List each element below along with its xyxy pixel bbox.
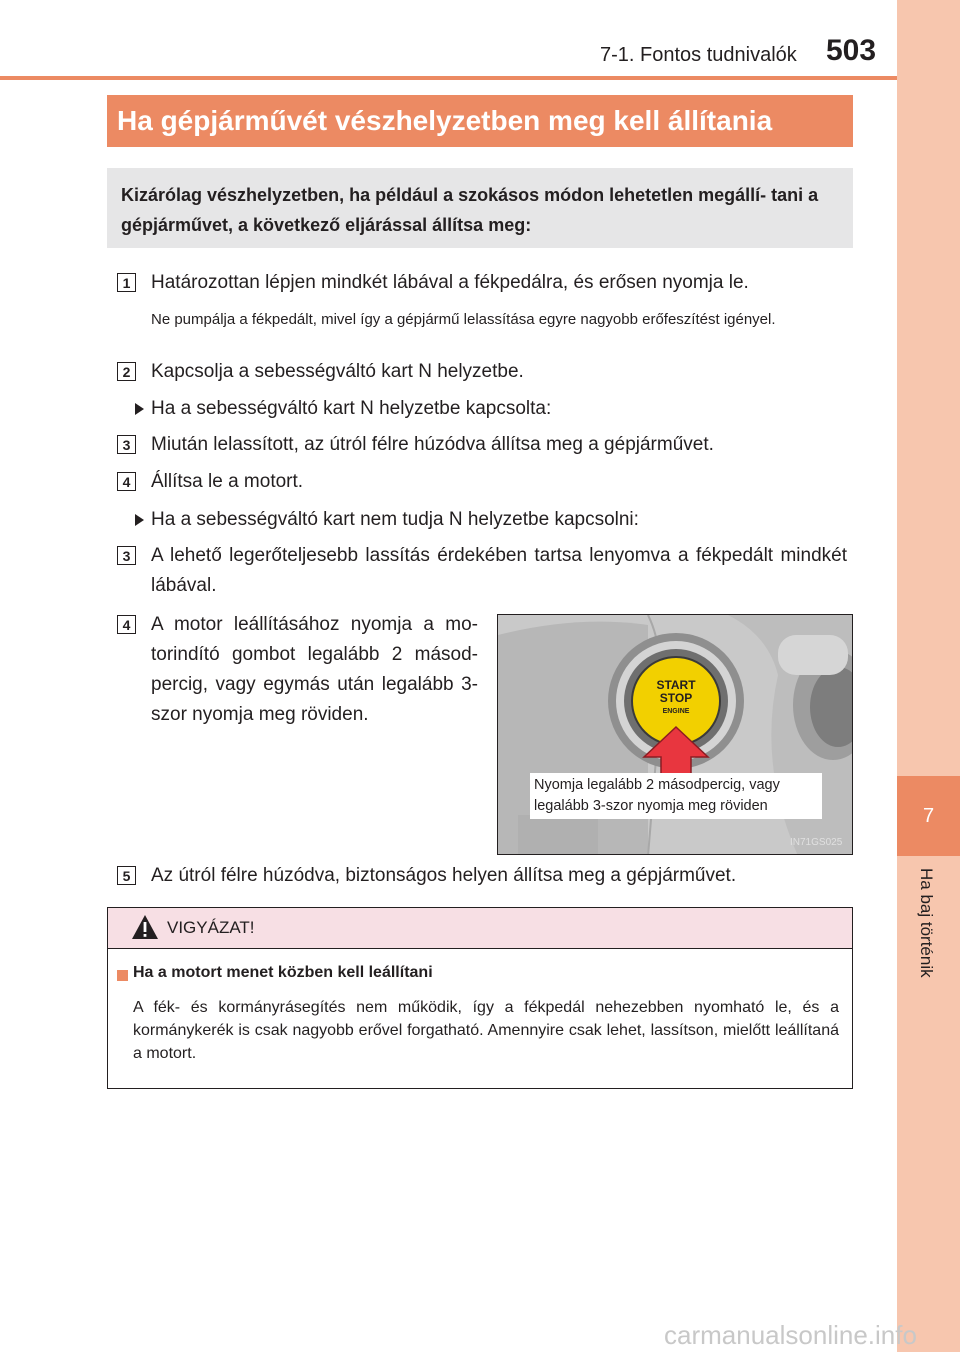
step-number: 3 bbox=[117, 435, 136, 454]
watermark: carmanualsonline.info bbox=[664, 1320, 917, 1350]
page-title bbox=[107, 95, 853, 147]
step-number: 5 bbox=[117, 866, 136, 885]
illustration-caption: Nyomja legalább 2 másodpercig, vagy legalább 3-szor nyomja meg röviden bbox=[530, 773, 822, 819]
bullet-triangle-icon bbox=[135, 403, 144, 415]
intro-box: Kizárólag vészhelyzetben, ha például a szokásos módon lehetetlen megállí- tani a gépjárművet, a következő eljárással állítsa meg: bbox=[107, 168, 853, 248]
step-text: A motor leállításához nyomja a mo- torindító gombot legalább 2 másod- percig, vagy egymás után legalább 3-szor nyomja meg röviden. bbox=[151, 614, 478, 725]
chapter-number: 7 bbox=[897, 776, 960, 856]
button-label-stop: STOP bbox=[659, 691, 693, 705]
step-number: 4 bbox=[117, 472, 136, 491]
step-number: 1 bbox=[117, 273, 136, 292]
warning-bullet-icon bbox=[117, 970, 128, 981]
warning-triangle-icon bbox=[130, 913, 160, 941]
warning-body: A fék- és kormányrásegítés nem működik, így a fékpedál nehezebben nyomható le, és a kormánykerék is csak nagyobb erővel forgatható. Amennyire csak lehet, lassítson, mielőtt leállítaná a motort. bbox=[133, 999, 839, 1062]
step-text: Az útról félre húzódva, biztonságos helyen állítsa meg a gépjárművet. bbox=[151, 865, 737, 886]
warning-subtitle: Ha a motort menet közben kell leállítani bbox=[133, 964, 433, 981]
button-label-engine: ENGINE bbox=[662, 708, 690, 715]
chapter-label: Ha baj történik bbox=[917, 868, 936, 978]
condition-text: Ha a sebességváltó kart nem tudja N helyzetbe kapcsolni: bbox=[151, 509, 639, 530]
step-text: Állítsa le a motort. bbox=[151, 471, 304, 492]
bullet-triangle-icon bbox=[135, 514, 144, 526]
step-text: Kapcsolja a sebességváltó kart N helyzetbe. bbox=[151, 361, 524, 382]
step-text: Határozottan lépjen mindkét lábával a fékpedálra, és erősen nyomja le. bbox=[151, 272, 749, 293]
illustration-code: IN71GS025 bbox=[790, 837, 843, 848]
step-number: 3 bbox=[117, 546, 136, 565]
header-rule bbox=[0, 76, 897, 80]
page-title-text: Ha gépjárművét vészhelyzetben meg kell állítania bbox=[117, 105, 773, 136]
step-note: Ne pumpálja a fékpedált, mivel így a gépjármű lelassítása egyre nagyobb erőfeszítést igényel. bbox=[151, 311, 776, 328]
warning-title: VIGYÁZAT! bbox=[167, 918, 255, 937]
condition-text: Ha a sebességváltó kart N helyzetbe kapcsolta: bbox=[151, 398, 552, 419]
step-text: Miután lelassított, az útról félre húzódva állítsa meg a gépjárművet. bbox=[151, 434, 714, 455]
step-number: 4 bbox=[117, 615, 136, 634]
step-number: 2 bbox=[117, 362, 136, 381]
section-title: 7-1. Fontos tudnivalók bbox=[600, 44, 797, 66]
start-button-illustration bbox=[498, 615, 853, 855]
side-tab bbox=[897, 0, 960, 1352]
button-label-start: START bbox=[656, 678, 696, 692]
page-number: 503 bbox=[826, 34, 877, 67]
step-text: A lehető legerőteljesebb lassítás érdekében tartsa lenyomva a fékpedált mindkét lábával. bbox=[151, 545, 847, 596]
